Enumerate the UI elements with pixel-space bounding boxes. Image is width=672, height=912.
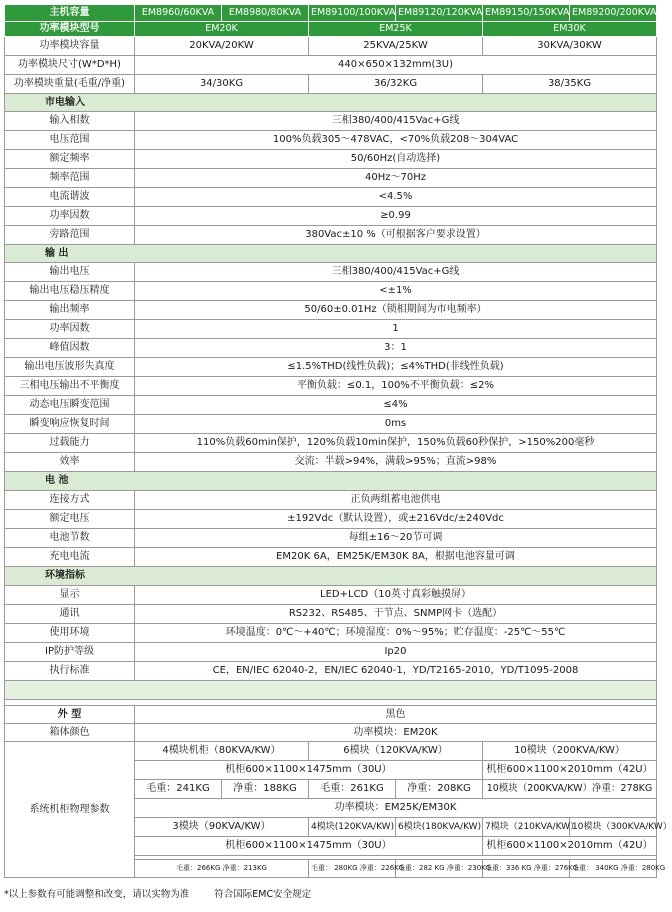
row-label: 额定电压 bbox=[5, 510, 135, 529]
section-title: 环境指标 bbox=[5, 567, 657, 586]
spec-row bbox=[5, 396, 657, 415]
row-value: RS232、RS485、干节点、SNMP网卡（选配） bbox=[135, 605, 657, 624]
row-value: <4.5% bbox=[135, 188, 657, 207]
row-value: 36/32KG bbox=[309, 75, 483, 94]
disclaimer-note: *以上参数有可能调整和改变，请以实物为准 bbox=[4, 889, 190, 900]
row-value: 环境温度：0℃～+40℃；环境湿度：0%～95%；贮存温度：-25℃～55℃ bbox=[135, 624, 657, 643]
row-value: 功率模块：EM20K bbox=[135, 724, 657, 742]
row-value: 110%负载60min保护，120%负载10min保护，150%负载60秒保护，>150%200毫秒 bbox=[135, 434, 657, 453]
capacity-header-row bbox=[5, 5, 657, 22]
spec-row bbox=[5, 339, 657, 358]
row-label: 输出电压稳压精度 bbox=[5, 282, 135, 301]
row-label: 功率模块容量 bbox=[5, 37, 135, 56]
weight-cell: 毛重：282 KG 净重：230KG bbox=[396, 860, 483, 878]
row-label: 输出频率 bbox=[5, 301, 135, 320]
spec-row bbox=[5, 320, 657, 339]
model-name: EM8980/80KVA bbox=[222, 5, 309, 22]
weight-cell: 毛重： 280KG 净重：226KG bbox=[309, 860, 396, 878]
blank-cell bbox=[5, 681, 657, 700]
module-capacity-row bbox=[5, 37, 657, 56]
row-label: 额定频率 bbox=[5, 150, 135, 169]
row-label: 通讯 bbox=[5, 605, 135, 624]
cabinet-size: 机柜600×1100×2010mm（42U） bbox=[483, 837, 657, 856]
spec-row bbox=[5, 529, 657, 548]
row-label: 连接方式 bbox=[5, 491, 135, 510]
row-value: CE，EN/IEC 62040-2，EN/IEC 62040-1，YD/T2165-2010，YD/T1095-2008 bbox=[135, 662, 657, 681]
row-value: 三相380/400/415Vac+G线 bbox=[135, 112, 657, 131]
row-value: 正负两组蓄电池供电 bbox=[135, 491, 657, 510]
weight-cell: 毛重：266KG 净重：213KG bbox=[135, 860, 309, 878]
row-value: 380Vac±10 %（可根据客户要求设置） bbox=[135, 226, 657, 245]
section-title: 输 出 bbox=[5, 245, 657, 263]
row-label: 执行标准 bbox=[5, 662, 135, 681]
spec-row bbox=[5, 112, 657, 131]
cabinet-color-row bbox=[5, 724, 657, 742]
row-label: 功率模块尺寸(W*D*H) bbox=[5, 56, 135, 75]
row-label: 频率范围 bbox=[5, 169, 135, 188]
model-name: EM89120/120KVA bbox=[396, 5, 483, 22]
row-value: 20KVA/20KW bbox=[135, 37, 309, 56]
capacity-label: 主机容量 bbox=[5, 5, 135, 22]
spec-row bbox=[5, 282, 657, 301]
row-value: ≥0.99 bbox=[135, 207, 657, 226]
cabinet-size: 机柜600×1100×1475mm（30U） bbox=[135, 837, 483, 856]
row-value: 交流：半载>94%，满载>95%；直流>98% bbox=[135, 453, 657, 472]
section-title: 市电输入 bbox=[5, 94, 657, 112]
cabinet-option: 6模块(180KVA/KW) bbox=[396, 818, 483, 837]
cabinet-option: 10模块（300KVA/KW） bbox=[570, 818, 657, 837]
section-output bbox=[5, 245, 657, 263]
row-label: 功率因数 bbox=[5, 207, 135, 226]
row-label: 三相电压输出不平衡度 bbox=[5, 377, 135, 396]
row-label: 瞬变响应恢复时间 bbox=[5, 415, 135, 434]
row-value: ±192Vdc（默认设置），或±216Vdc/±240Vdc bbox=[135, 510, 657, 529]
spec-row bbox=[5, 624, 657, 643]
row-value: Ip20 bbox=[135, 643, 657, 662]
spec-row bbox=[5, 491, 657, 510]
cabinet-size: 机柜600×1100×2010mm（42U） bbox=[483, 761, 657, 780]
section-input bbox=[5, 94, 657, 112]
row-label: 功率因数 bbox=[5, 320, 135, 339]
spec-row bbox=[5, 150, 657, 169]
row-value: 0ms bbox=[135, 415, 657, 434]
spec-row bbox=[5, 434, 657, 453]
row-label: 系统机柜物理参数 bbox=[5, 742, 135, 878]
spec-row bbox=[5, 301, 657, 320]
compliance-note: 符合国际EMC安全规定 bbox=[214, 889, 312, 900]
model-name: EM89200/200KVA bbox=[570, 5, 657, 22]
row-value: 40Hz～70Hz bbox=[135, 169, 657, 188]
spec-row bbox=[5, 169, 657, 188]
row-label: 功率模块重量(毛重/净重) bbox=[5, 75, 135, 94]
spec-row bbox=[5, 643, 657, 662]
weight-cell: 10模块（200KVA/KW）净重：278KG bbox=[483, 780, 657, 799]
row-value: 50/60Hz(自动选择) bbox=[135, 150, 657, 169]
spec-sheet bbox=[4, 4, 672, 878]
weight-cell: 毛重：241KG bbox=[135, 780, 222, 799]
spec-row bbox=[5, 510, 657, 529]
spec-row bbox=[5, 605, 657, 624]
row-value: EM20K 6A，EM25K/EM30K 8A，根据电池容量可调 bbox=[135, 548, 657, 567]
model-name: EM8960/60KVA bbox=[135, 5, 222, 22]
spec-row bbox=[5, 415, 657, 434]
row-label: 电池节数 bbox=[5, 529, 135, 548]
row-value: 25KVA/25KW bbox=[309, 37, 483, 56]
row-value: 黑色 bbox=[135, 706, 657, 724]
module-type: EM30K bbox=[483, 22, 657, 37]
row-label: 电流谐波 bbox=[5, 188, 135, 207]
spec-row bbox=[5, 453, 657, 472]
spec-table bbox=[4, 4, 672, 878]
blank-separator-row bbox=[5, 681, 657, 700]
row-value: 50/60±0.01Hz（锁相期间为市电频率） bbox=[135, 301, 657, 320]
cabinet-option: 3模块（90KVA/KW） bbox=[135, 818, 309, 837]
row-label: 显示 bbox=[5, 586, 135, 605]
row-value: 440×650×132mm(3U) bbox=[135, 56, 657, 75]
em20k-cabinet-row bbox=[5, 742, 657, 761]
spec-row bbox=[5, 662, 657, 681]
module-type: EM20K bbox=[135, 22, 309, 37]
row-label: 使用环境 bbox=[5, 624, 135, 643]
footer bbox=[4, 886, 333, 900]
section-environment bbox=[5, 567, 657, 586]
appearance-row bbox=[5, 706, 657, 724]
row-label: 效率 bbox=[5, 453, 135, 472]
spec-row bbox=[5, 226, 657, 245]
weight-cell: 毛重：261KG bbox=[309, 780, 396, 799]
spec-row bbox=[5, 131, 657, 150]
module-type: EM25K bbox=[309, 22, 483, 37]
module-weight-row bbox=[5, 75, 657, 94]
weight-cell: 毛重：336 KG 净重：276KG bbox=[483, 860, 570, 878]
row-value: ≤1.5%THD(线性负载)；≤4%THD(非线性负载) bbox=[135, 358, 657, 377]
cabinet-option: 4模块(120KVA/KW) bbox=[309, 818, 396, 837]
row-label: 充电电流 bbox=[5, 548, 135, 567]
row-label: 峰值因数 bbox=[5, 339, 135, 358]
row-label: 箱体颜色 bbox=[5, 724, 135, 742]
row-value: 30KVA/30KW bbox=[483, 37, 657, 56]
spec-row bbox=[5, 263, 657, 282]
row-value: ≤4% bbox=[135, 396, 657, 415]
row-value: 3：1 bbox=[135, 339, 657, 358]
section-title: 外 型 bbox=[5, 706, 135, 724]
cabinet-option: 7模块（210KVA/KW） bbox=[483, 818, 570, 837]
spec-row bbox=[5, 207, 657, 226]
model-name: EM89150/150KVA bbox=[483, 5, 570, 22]
cabinet-size: 机柜600×1100×1475mm（30U） bbox=[135, 761, 483, 780]
row-label: 输出电压波形失真度 bbox=[5, 358, 135, 377]
row-label: 输出电压 bbox=[5, 263, 135, 282]
row-value: 34/30KG bbox=[135, 75, 309, 94]
row-label: IP防护等级 bbox=[5, 643, 135, 662]
weight-cell: 毛重： 340KG 净重：280KG bbox=[570, 860, 657, 878]
row-label: 动态电压瞬变范围 bbox=[5, 396, 135, 415]
module-title: 功率模块：EM25K/EM30K bbox=[135, 799, 657, 818]
spec-row bbox=[5, 377, 657, 396]
row-value: 38/35KG bbox=[483, 75, 657, 94]
row-value: 平衡负载：≤0.1，100%不平衡负载：≤2% bbox=[135, 377, 657, 396]
module-size-row bbox=[5, 56, 657, 75]
section-title: 电 池 bbox=[5, 472, 657, 491]
model-name: EM89100/100KVA bbox=[309, 5, 396, 22]
spec-row bbox=[5, 548, 657, 567]
row-value: 100%负载305～478VAC，<70%负载208～304VAC bbox=[135, 131, 657, 150]
row-label: 电压范围 bbox=[5, 131, 135, 150]
spec-row bbox=[5, 586, 657, 605]
weight-cell: 净重：208KG bbox=[396, 780, 483, 799]
spec-row bbox=[5, 358, 657, 377]
cabinet-option: 6模块（120KVA/KW） bbox=[309, 742, 483, 761]
row-value: 三相380/400/415Vac+G线 bbox=[135, 263, 657, 282]
row-value: 每组±16～20节可调 bbox=[135, 529, 657, 548]
spec-row bbox=[5, 188, 657, 207]
row-value: LED+LCD（10英寸真彩触摸屏） bbox=[135, 586, 657, 605]
row-label: 旁路范围 bbox=[5, 226, 135, 245]
row-value: <±1% bbox=[135, 282, 657, 301]
cabinet-option: 4模块机柜（80KVA/KW） bbox=[135, 742, 309, 761]
weight-cell: 净重：188KG bbox=[222, 780, 309, 799]
row-label: 输入相数 bbox=[5, 112, 135, 131]
module-type-label: 功率模块型号 bbox=[5, 22, 135, 37]
module-type-header-row bbox=[5, 22, 657, 37]
row-value: 1 bbox=[135, 320, 657, 339]
cabinet-option: 10模块（200KVA/KW） bbox=[483, 742, 657, 761]
row-label: 过载能力 bbox=[5, 434, 135, 453]
section-battery bbox=[5, 472, 657, 491]
